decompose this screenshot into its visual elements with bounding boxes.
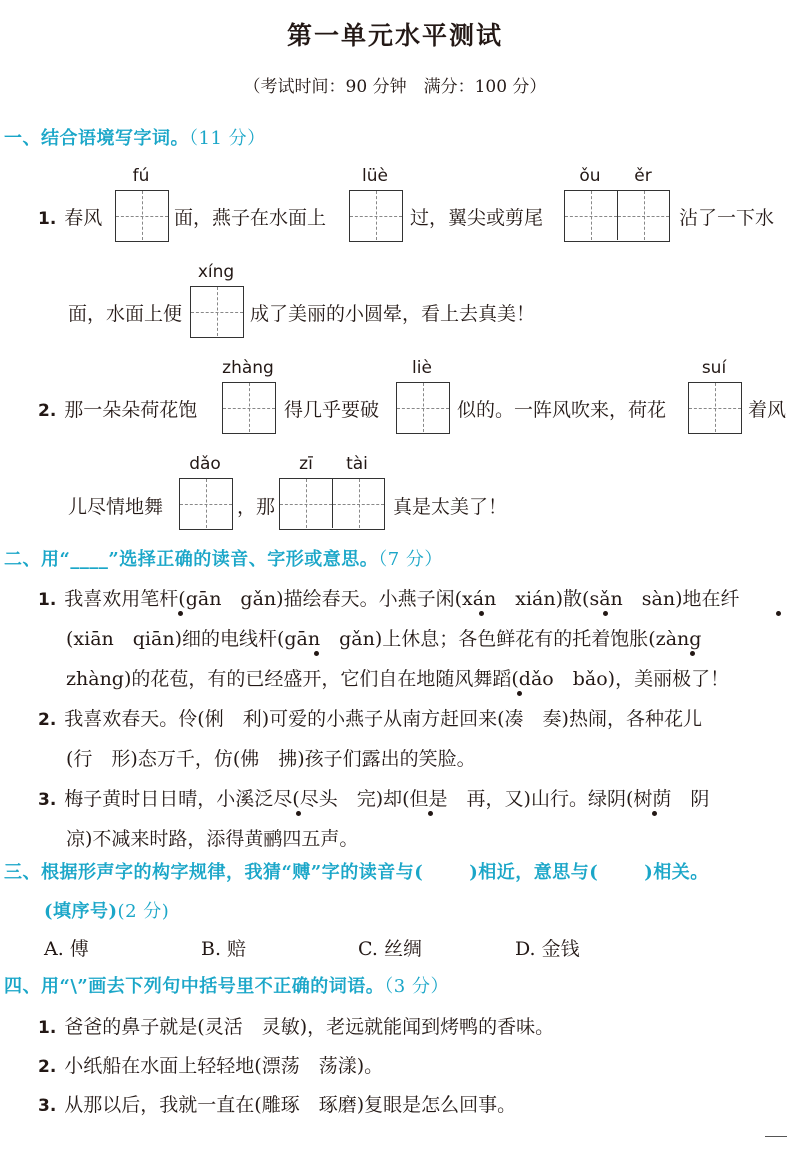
s1-q2-line1-c: 似的。一阵风吹来，荷花 (457, 399, 667, 421)
question-number: 1. (38, 209, 57, 229)
question-text: 我喜欢用笔杆(gān gǎn)描绘春天。小燕子闲(xán xián)散(sǎn sàn)地在纤 (64, 588, 740, 610)
page-title: 第一单元水平测试 (286, 21, 503, 50)
question-number: 2. (38, 401, 57, 421)
question-number: 2. (38, 710, 57, 730)
s1-q2-line2-c: 真是太美了！ (393, 496, 508, 518)
emphasis-dot (603, 611, 608, 616)
emphasis-dot (652, 811, 657, 816)
option-d[interactable]: D. 金钱 (515, 938, 580, 960)
section-1-heading (4, 124, 266, 150)
answer-grid-xing[interactable] (190, 286, 244, 338)
s1-q1-line2-a: 面，水面上便 (68, 303, 183, 325)
exam-info: （考试时间：90 分钟 满分：100 分） (243, 77, 547, 97)
section-2-heading (4, 545, 443, 571)
emphasis-dot (517, 691, 522, 696)
pinyin-fu: fú (132, 166, 150, 186)
pinyin-tai: tài (346, 454, 368, 474)
pinyin-dao: dǎo (189, 454, 221, 474)
answer-grid-zhang[interactable] (222, 382, 276, 434)
emphasis-dot (479, 611, 484, 616)
s1-q2-line1-a (38, 395, 197, 422)
section-2-points: （7 分） (378, 549, 443, 570)
s1-q1-line1-d: 沾了一下水 (679, 207, 775, 229)
pinyin-sui: suí (701, 358, 727, 378)
section-1-title: 一、结合语境写字词。 (4, 128, 189, 149)
question-text: 梅子黄时日日晴，小溪泛尽(尽头 完)却(但是 再，又)山行。绿阴(树荫 阴 (64, 788, 710, 810)
section-4-heading (4, 972, 449, 998)
s1-q1-line1-b: 面，燕子在水面上 (174, 207, 327, 229)
answer-grid-ouer[interactable] (564, 190, 670, 242)
question-number: 1. (38, 1018, 57, 1038)
answer-grid-zitai[interactable] (279, 478, 385, 530)
question-text: 那一朵朵荷花饱 (64, 399, 198, 421)
page-footer-rule (765, 1136, 787, 1137)
s1-q2-line2-a: 儿尽情地舞 (68, 496, 164, 518)
section-3-title-a: 三、根据形声字的构字规律，我猜“赙”字的读音与( (4, 862, 424, 883)
s1-q2-line1-d: 着风 (748, 399, 787, 421)
emphasis-dot (296, 811, 301, 816)
question-text: 我喜欢春天。伶(俐 利)可爱的小燕子从南方赶回来(凑 奏)热闹，各种花儿 (64, 708, 702, 730)
option-a[interactable]: A. 傅 (44, 938, 89, 960)
question-number: 3. (38, 1096, 57, 1116)
s2-q1-line3: zhàng)的花苞，有的已经盛开，它们自在地随风舞蹈(dǎo bǎo)，美丽极了！ (66, 668, 730, 690)
answer-grid-fu[interactable] (115, 190, 169, 242)
answer-grid-lue[interactable] (349, 190, 403, 242)
section-4-points: （3 分） (384, 976, 449, 997)
emphasis-dot (314, 651, 319, 656)
pinyin-lue: lüè (362, 166, 388, 186)
question-text: 从那以后，我就一直在(雕琢 琢磨)复眼是怎么回事。 (64, 1094, 517, 1116)
pinyin-zi: zī (299, 454, 313, 474)
section-3-title-c: )相关。 (644, 862, 709, 883)
question-text: 爸爸的鼻子就是(灵活 灵敏)，老远就能闻到烤鸭的香味。 (64, 1016, 555, 1038)
s2-q2-line2: (行 形)态万千，仿(佛 拂)孩子们露出的笑脸。 (66, 748, 476, 770)
pinyin-zhang: zhàng (222, 358, 274, 378)
question-text: 春风 (64, 207, 103, 229)
question-number: 3. (38, 790, 57, 810)
answer-grid-lie[interactable] (396, 382, 450, 434)
s2-q3-line2: 凉)不减来时路，添得黄鹂四五声。 (66, 828, 359, 850)
section-3-heading-line2 (44, 897, 169, 923)
pinyin-er: ěr (634, 166, 652, 186)
s2-q2-line1 (38, 704, 702, 731)
s4-q2 (38, 1051, 383, 1078)
s2-q1-line2: (xiān qiān)细的电线杆(gān gǎn)上休息；各色鲜花有的托着饱胀(zàng (66, 628, 702, 650)
question-number: 1. (38, 590, 57, 610)
s4-q3 (38, 1090, 516, 1117)
pinyin-lie: liè (412, 358, 432, 378)
s1-q2-line2-b: ，那 (237, 496, 276, 518)
section-3-points: (2 分) (117, 901, 170, 922)
s1-q1-line1-a (38, 203, 102, 230)
pinyin-ou: ǒu (579, 166, 601, 186)
emphasis-dot (428, 811, 433, 816)
section-3-fill-note: (填序号) (44, 901, 118, 922)
emphasis-dot (178, 611, 183, 616)
section-4-title: 四、用“\”画去下列句中括号里不正确的词语。 (4, 976, 385, 997)
question-number: 2. (38, 1057, 57, 1077)
emphasis-dot (776, 611, 781, 616)
emphasis-dot (690, 651, 695, 656)
pinyin-xing: xíng (197, 262, 235, 282)
option-c[interactable]: C. 丝绸 (358, 938, 422, 960)
s1-q1-line1-c: 过，翼尖或剪尾 (410, 207, 544, 229)
answer-grid-sui[interactable] (688, 382, 742, 434)
s2-q3-line1 (38, 784, 709, 811)
section-3-heading (4, 858, 709, 884)
section-3-options (44, 934, 672, 961)
option-b[interactable]: B. 赔 (201, 938, 247, 960)
question-text: 小纸船在水面上轻轻地(漂荡 荡漾)。 (64, 1055, 384, 1077)
section-2-title: 二、用“____”选择正确的读音、字形或意思。 (4, 549, 379, 570)
section-3-title-b: )相近，意思与( (469, 862, 599, 883)
s1-q2-line1-b: 得几乎要破 (284, 399, 380, 421)
s2-q1-line1 (38, 584, 740, 611)
s1-q1-line2-b: 成了美丽的小圆晕，看上去真美！ (250, 303, 536, 325)
answer-grid-dao[interactable] (179, 478, 233, 530)
s4-q1 (38, 1012, 554, 1039)
section-1-points: （11 分） (189, 128, 266, 149)
